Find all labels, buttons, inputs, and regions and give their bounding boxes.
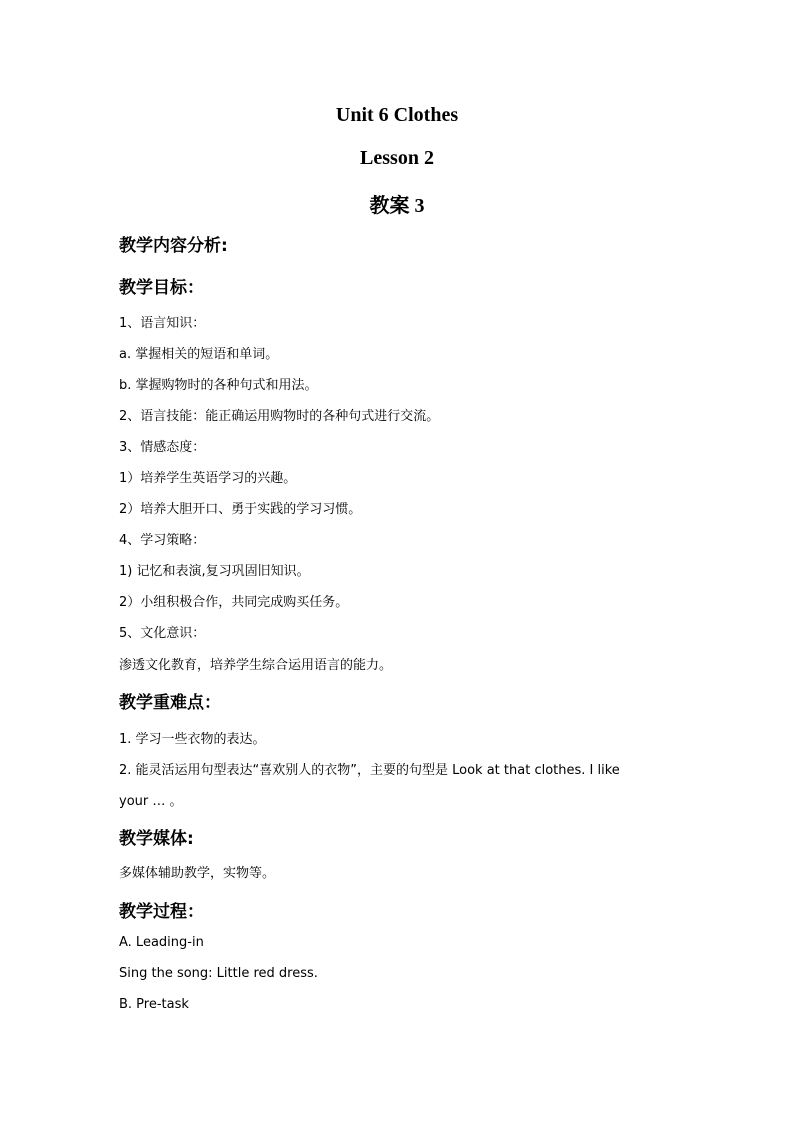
objective-line: 2、语言技能：能正确运用购物时的各种句式进行交流。 xyxy=(119,409,440,424)
objective-line: b. 掌握购物时的各种句式和用法。 xyxy=(119,378,318,393)
section-heading-media: 教学媒体: xyxy=(119,829,194,849)
section-heading-objectives: 教学目标： xyxy=(119,278,204,298)
process-line: A. Leading-in xyxy=(119,935,204,950)
objective-line: 1) 记忆和表演,复习巩固旧知识。 xyxy=(119,564,310,579)
key-point-line: your … 。 xyxy=(119,794,183,809)
process-line: B. Pre-task xyxy=(119,997,189,1012)
section-heading-process: 教学过程： xyxy=(119,902,204,922)
key-point-line: 2. 能灵活运用句型表达“喜欢别人的衣物”，主要的句型是 Look at that clothes. I like xyxy=(119,763,620,778)
objective-line: 4、学习策略： xyxy=(119,533,206,548)
objective-line: a. 掌握相关的短语和单词。 xyxy=(119,347,279,362)
objective-line: 1、语言知识： xyxy=(119,316,206,331)
media-line: 多媒体辅助教学，实物等。 xyxy=(119,866,276,881)
section-heading-analysis: 教学内容分析: xyxy=(119,236,228,256)
key-point-line: 1. 学习一些衣物的表达。 xyxy=(119,732,266,747)
section-heading-key-points: 教学重难点： xyxy=(119,693,221,713)
objective-line: 2）小组积极合作，共同完成购买任务。 xyxy=(119,595,349,610)
objective-line: 5、文化意识： xyxy=(119,626,206,641)
objective-line: 渗透文化教育，培养学生综合运用语言的能力。 xyxy=(119,658,393,673)
objective-line: 2）培养大胆开口、勇于实践的学习习惯。 xyxy=(119,502,362,517)
process-line: Sing the song: Little red dress. xyxy=(119,966,318,981)
lesson-title: Lesson 2 xyxy=(360,147,434,169)
objective-line: 1）培养学生英语学习的兴趣。 xyxy=(119,471,297,486)
plan-title: 教案 3 xyxy=(369,195,425,217)
objective-line: 3、情感态度： xyxy=(119,440,206,455)
unit-title: Unit 6 Clothes xyxy=(335,104,459,126)
